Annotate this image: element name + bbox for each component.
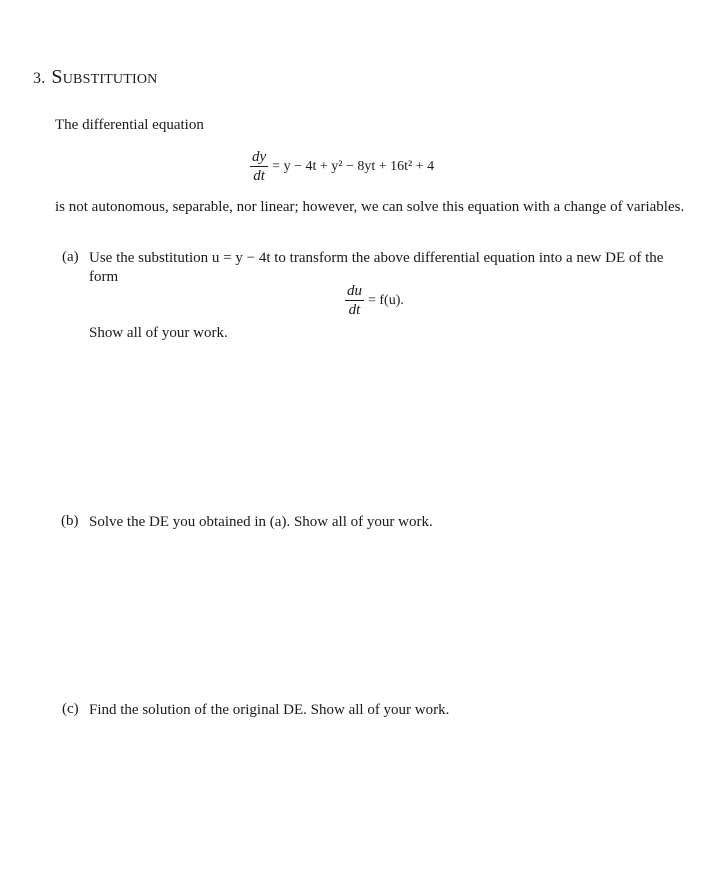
fraction-numerator: du xyxy=(347,283,362,299)
part-c-text: Find the solution of the original DE. Show all of your work. xyxy=(89,702,450,718)
part-b-label: (b) xyxy=(61,513,79,529)
equation-right-side: = y − 4t + y² − 8yt + 16t² + 4 xyxy=(272,158,435,174)
part-a-show-work: Show all of your work. xyxy=(89,325,228,341)
part-c-label: (c) xyxy=(62,701,79,717)
derivative-fraction xyxy=(345,283,364,318)
intro-text: The differential equation xyxy=(55,117,204,133)
part-a-text: Use the substitution u = y − 4t to transform the above differential equation into a new DE of the form xyxy=(89,250,664,285)
fraction-denominator: dt xyxy=(253,168,265,184)
derivative-fraction xyxy=(250,149,268,184)
fraction-numerator: dy xyxy=(252,149,267,165)
part-a-label: (a) xyxy=(62,249,79,265)
equation-right-side: = f(u). xyxy=(368,292,404,308)
fraction-denominator: dt xyxy=(348,302,361,318)
part-b-text: Solve the DE you obtained in (a). Show all of your work. xyxy=(89,514,433,530)
part-a-equation xyxy=(345,283,404,318)
problem-title: Substitution xyxy=(51,66,158,88)
problem-heading xyxy=(33,66,157,89)
main-equation xyxy=(250,149,434,184)
problem-number: 3. xyxy=(33,70,46,87)
description-text: is not autonomous, separable, nor linear; however, we can solve this equation with a change of variables. xyxy=(55,199,685,215)
